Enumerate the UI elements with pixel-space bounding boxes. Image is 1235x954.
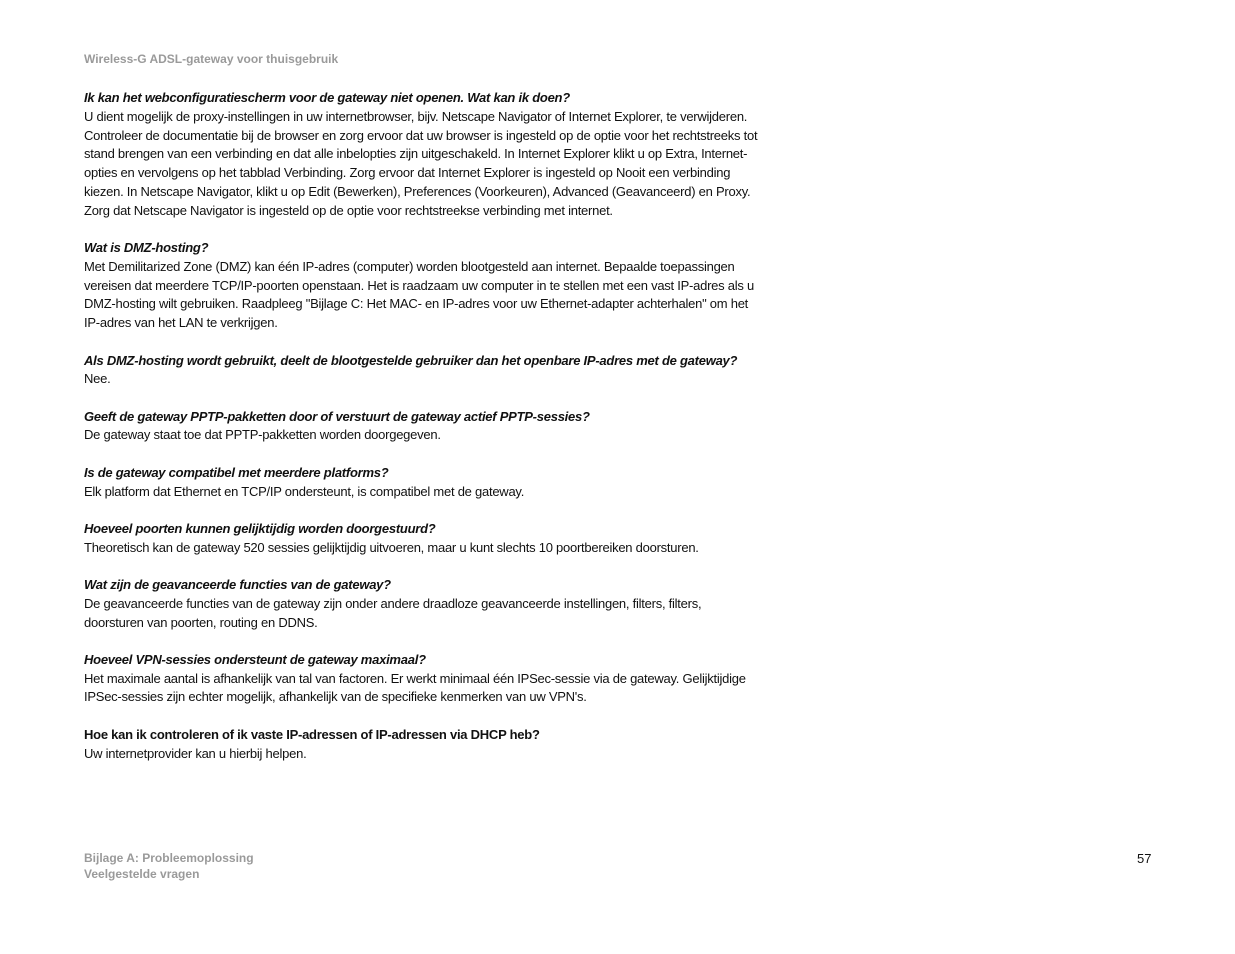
faq-question: Hoe kan ik controleren of ik vaste IP-adressen of IP-adressen via DHCP heb? [84, 726, 540, 742]
faq-question: Hoeveel poorten kunnen gelijktijdig worden doorgestuurd? [84, 520, 436, 536]
faq-item [84, 520, 764, 558]
faq-question: Is de gateway compatibel met meerdere platforms? [84, 464, 389, 480]
running-header: Wireless-G ADSL-gateway voor thuisgebruik [84, 52, 339, 66]
faq-item [84, 576, 764, 632]
footer-chapter: Bijlage A: Probleemoplossing [84, 851, 254, 865]
faq-item [84, 352, 764, 390]
faq-answer: Nee. [84, 371, 111, 387]
faq-answer: De geavanceerde functies van de gateway zijn onder andere draadloze geavanceerde instellingen, filters, filters, doorsturen van poorten, routing en DDNS. [84, 595, 702, 630]
faq-item [84, 464, 764, 502]
faq-answer: Met Demilitarized Zone (DMZ) kan één IP-adres (computer) worden blootgesteld aan internet. Bepaalde toepassingen vereisen dat meerdere TCP/IP-poorten openstaan. Het is raadzaam uw computer in te stellen met een vast IP-adres als u DMZ-hosting wilt gebruiken. Raadpleeg "Bijlage C: Het MAC- en IP-adres voor uw Ethernet-adapter achterhalen" om het IP-adres van het LAN te verkrijgen. [84, 258, 754, 331]
faq-item [84, 239, 764, 333]
faq-answer: Het maximale aantal is afhankelijk van tal van factoren. Er werkt minimaal één IPSec-sessie via de gateway. Gelijktijdige IPSec-sessies zijn echter mogelijk, afhankelijk van de specifieke kenmerken van uw VPN's. [84, 670, 746, 705]
faq-content [84, 89, 764, 782]
faq-item [84, 89, 764, 221]
faq-answer: U dient mogelijk de proxy-instellingen in uw internetbrowser, bijv. Netscape Navigator of Internet Explorer, te verwijderen. Controleer de documentatie bij de browser en zorg ervoor dat uw browser is ingesteld op de optie voor het rechtstreeks tot stand brengen van een verbinding en dat alle inbelopties zijn uitgeschakeld. In Internet Explorer klikt u op Extra, Internet-opties en vervolgens op het tabblad Verbinding. Zorg ervoor dat Internet Explorer is ingesteld op Nooit een verbinding kiezen. In Netscape Navigator, klikt u op Edit (Bewerken), Preferences (Voorkeuren), Advanced (Geavanceerd) en Proxy. Zorg dat Netscape Navigator is ingesteld op de optie voor rechtstreekse verbinding met internet. [84, 108, 758, 218]
footer-subsection: Veelgestelde vragen [84, 867, 200, 881]
faq-question: Wat zijn de geavanceerde functies van de gateway? [84, 576, 391, 592]
footer-section-label [84, 850, 254, 882]
faq-question: Als DMZ-hosting wordt gebruikt, deelt de blootgestelde gebruiker dan het openbare IP-adres met de gateway? [84, 352, 738, 368]
faq-item [84, 408, 764, 446]
faq-question: Wat is DMZ-hosting? [84, 240, 209, 256]
faq-answer: De gateway staat toe dat PPTP-pakketten worden doorgegeven. [84, 427, 441, 443]
faq-item [84, 651, 764, 707]
faq-answer: Theoretisch kan de gateway 520 sessies gelijktijdig uitvoeren, maar u kunt slechts 10 poortbereiken doorsturen. [84, 539, 699, 555]
page-number: 57 [1137, 851, 1152, 866]
faq-question: Ik kan het webconfiguratiescherm voor de gateway niet openen. Wat kan ik doen? [84, 90, 570, 105]
faq-answer: Uw internetprovider kan u hierbij helpen. [84, 745, 307, 761]
faq-item [84, 726, 764, 764]
faq-question: Geeft de gateway PPTP-pakketten door of verstuurt de gateway actief PPTP-sessies? [84, 408, 590, 424]
faq-answer: Elk platform dat Ethernet en TCP/IP ondersteunt, is compatibel met de gateway. [84, 483, 525, 499]
faq-question: Hoeveel VPN-sessies ondersteunt de gateway maximaal? [84, 651, 426, 667]
